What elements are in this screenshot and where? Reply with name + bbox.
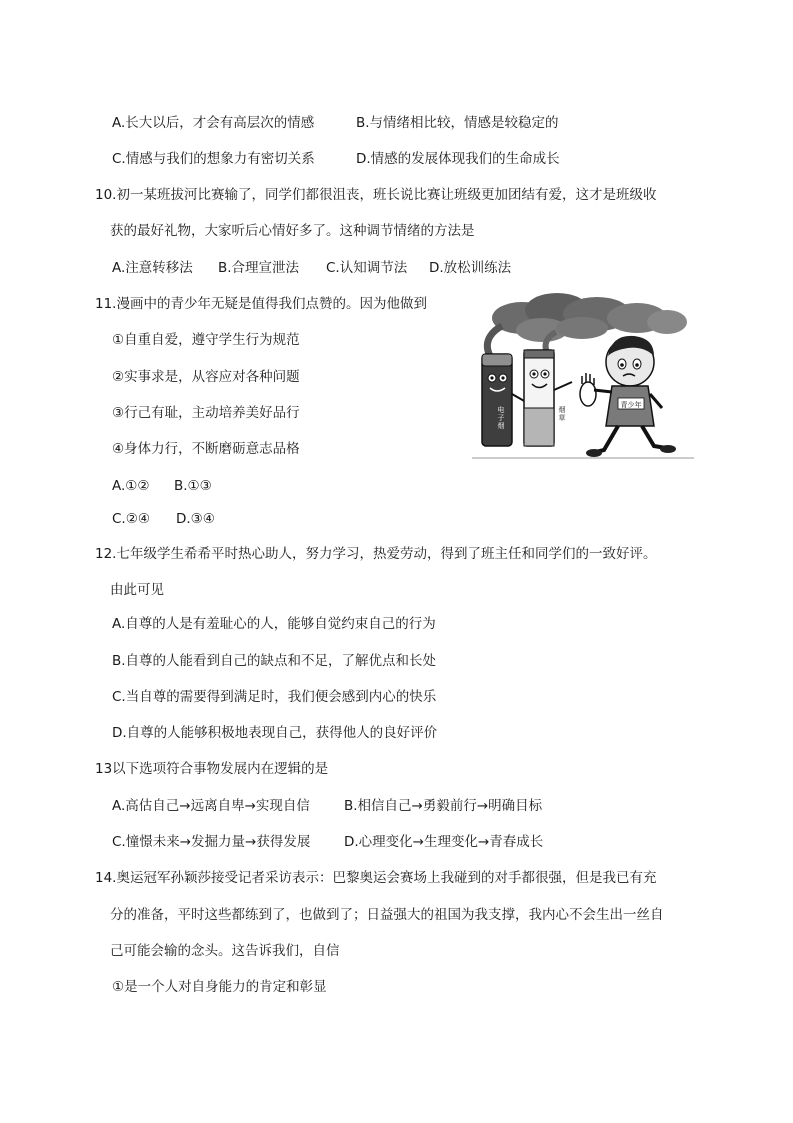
q10-option-a: A.注意转移法 (112, 260, 193, 276)
q14-stem-line1: 14.奥运冠军孙颖莎接受记者采访表示：巴黎奥运会赛场上我碰到的对手都很强，但是我已有充 (95, 870, 657, 886)
smoke-cloud (487, 293, 687, 356)
q10-option-c: C.认知调节法 (326, 260, 408, 276)
youth-refusing-cigarettes-cartoon (472, 290, 694, 462)
youth-label: 青少年 (620, 401, 642, 409)
q13-option-c: C.憧憬未来→发掘力量→获得发展 (112, 834, 311, 850)
q10-option-b: B.合理宣泄法 (218, 260, 300, 276)
youth-character (586, 336, 676, 457)
q12-option-d: D.自尊的人能够积极地表现自己，获得他人的良好评价 (112, 725, 438, 741)
cigarette-character (524, 350, 572, 446)
q11-option-b: B.①③ (174, 478, 212, 494)
q13-option-b: B.相信自己→勇毅前行→明确目标 (344, 798, 543, 814)
q12-stem-line1: 12.七年级学生希希平时热心助人，努力学习，热爱劳动，得到了班主任和同学们的一致好评。 (95, 546, 657, 562)
q9-option-a: A.长大以后，才会有高层次的情感 (112, 115, 315, 131)
cig-label: 烟草 (558, 406, 566, 422)
q13-stem: 13以下选项符合事物发展内在逻辑的是 (95, 761, 329, 777)
ecig-label: 电子烟 (497, 406, 505, 430)
q11-item-1: ①自重自爱，遵守学生行为规范 (112, 332, 300, 348)
q10-stem-line2: 获的最好礼物，大家听后心情好多了。这种调节情绪的方法是 (110, 223, 475, 239)
q11-option-a: A.①② (112, 478, 150, 494)
q13-option-d: D.心理变化→生理变化→青春成长 (344, 834, 544, 850)
q11-item-2: ②实事求是，从容应对各种问题 (112, 369, 300, 385)
q10-option-d: D.放松训练法 (429, 260, 512, 276)
q11-option-c: C.②④ (112, 511, 150, 527)
q12-stem-line2: 由此可见 (110, 582, 164, 598)
q10-stem-line1: 10.初一某班拔河比赛输了，同学们都很沮丧，班长说比赛让班级更加团结有爱，这才是班级收 (95, 187, 657, 203)
stop-hand-icon (580, 373, 596, 406)
q12-option-c: C.当自尊的需要得到满足时，我们便会感到内心的快乐 (112, 689, 437, 705)
q11-option-d: D.③④ (176, 511, 215, 527)
q9-option-c: C.情感与我们的想象力有密切关系 (112, 151, 315, 167)
q14-stem-line3: 己可能会输的念头。这告诉我们，自信 (110, 943, 340, 959)
q14-item-1: ①是一个人对自身能力的肯定和彰显 (112, 979, 327, 995)
q13-option-a: A.高估自己→远离自卑→实现自信 (112, 798, 310, 814)
q11-item-4: ④身体力行，不断磨砺意志品格 (112, 441, 300, 457)
q12-option-b: B.自尊的人能看到自己的缺点和不足，了解优点和长处 (112, 653, 437, 669)
q14-stem-line2: 分的准备，平时这些都练到了，也做到了；日益强大的祖国为我支撑，我内心不会生出一丝自 (110, 907, 664, 923)
q9-option-d: D.情感的发展体现我们的生命成长 (356, 151, 560, 167)
q11-stem: 11.漫画中的青少年无疑是值得我们点赞的。因为他做到 (95, 296, 427, 312)
q9-option-b: B.与情绪相比较，情感是较稳定的 (356, 115, 559, 131)
q11-item-3: ③行己有耻，主动培养美好品行 (112, 405, 300, 421)
e-cigarette-character (482, 354, 526, 446)
q12-option-a: A.自尊的人是有羞耻心的人，能够自觉约束自己的行为 (112, 616, 436, 632)
